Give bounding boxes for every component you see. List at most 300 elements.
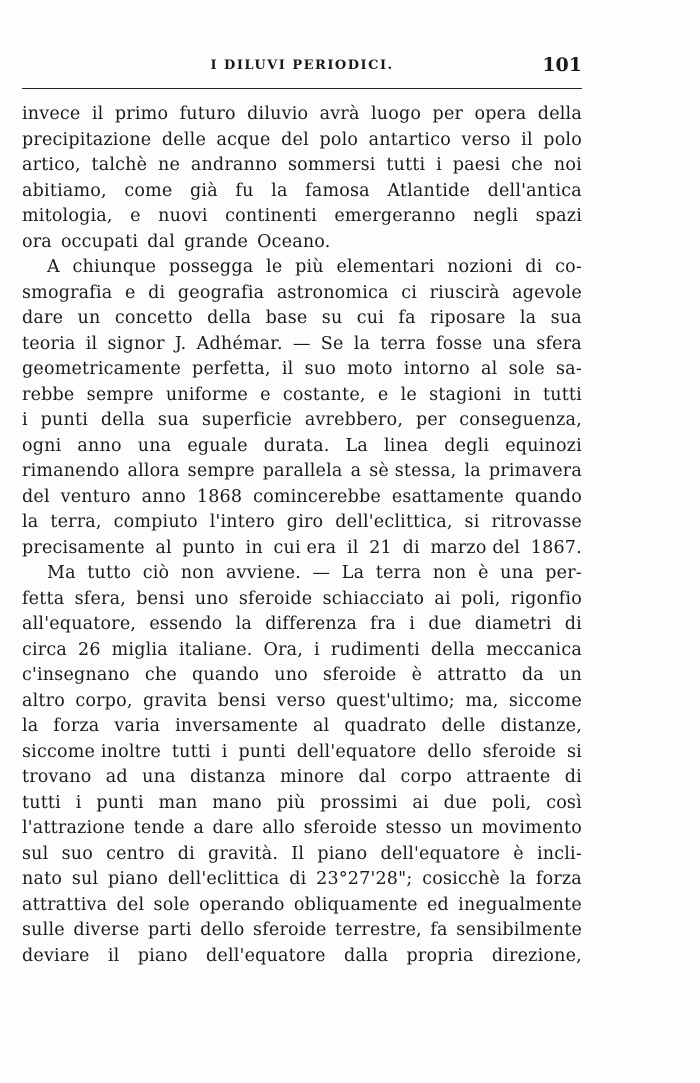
word: da	[521, 665, 544, 685]
word: fu	[235, 180, 254, 201]
word: piano	[108, 869, 159, 889]
word: Adhémar.	[196, 333, 283, 354]
word: durata.	[263, 435, 330, 456]
word: fa	[398, 308, 416, 328]
word: di	[525, 257, 543, 277]
word: sensibilmente	[456, 920, 582, 940]
word: ad	[105, 767, 128, 787]
word: punto	[182, 537, 235, 558]
word: riposare	[430, 308, 506, 328]
word: 21	[369, 537, 392, 558]
word: uniforme	[165, 384, 248, 405]
word: astronomica	[276, 282, 389, 303]
word: di	[289, 869, 307, 889]
text-line	[22, 383, 582, 409]
word: tutti	[22, 792, 61, 813]
word: bensi	[217, 690, 267, 711]
word: è	[513, 843, 524, 864]
word: allo	[262, 818, 296, 838]
word: avviene.	[226, 563, 301, 583]
word: fra	[370, 614, 397, 634]
word: trovano	[22, 767, 92, 787]
word: attraente	[466, 767, 551, 787]
word: i	[75, 792, 82, 813]
text-line	[22, 281, 582, 307]
word: diverse	[73, 920, 140, 940]
word: piano	[317, 843, 368, 864]
word: siccome	[508, 690, 582, 711]
word: smografia	[22, 282, 113, 303]
word: ai	[412, 792, 429, 813]
word: abitiamo,	[22, 180, 107, 201]
word: varia	[114, 716, 161, 736]
text-line	[22, 689, 582, 715]
word: primo	[114, 104, 169, 124]
text-line	[22, 408, 582, 434]
word: è	[411, 665, 423, 685]
word: al	[155, 537, 172, 558]
word: del	[22, 486, 50, 507]
word: talchè	[91, 155, 148, 175]
word: per-	[545, 563, 582, 583]
word: opera	[474, 104, 527, 124]
word: i	[22, 410, 28, 430]
word: precisamente	[22, 537, 145, 558]
word: ogni	[22, 435, 62, 456]
word: il	[346, 537, 359, 558]
word: sferoide	[482, 741, 557, 762]
word: equinozi	[505, 435, 582, 456]
text-line	[22, 179, 582, 205]
word: operando	[199, 894, 285, 915]
word: intorno	[403, 359, 470, 379]
word: sua	[550, 308, 582, 328]
word: cosicchè	[422, 869, 500, 889]
word: i	[436, 155, 442, 175]
word: la	[22, 716, 39, 736]
word: degli	[444, 435, 490, 456]
word: la	[519, 308, 537, 328]
word: così	[546, 792, 582, 813]
running-header	[22, 54, 582, 82]
word: acque	[216, 129, 271, 150]
word: quest'ultimo;	[336, 690, 455, 711]
word: i	[409, 614, 416, 634]
word: le	[266, 257, 283, 277]
word: dell'equatore	[206, 945, 326, 966]
word: famosa	[305, 180, 370, 201]
word: più	[295, 257, 324, 277]
word: precipitazione	[22, 129, 152, 150]
word: quadrato	[344, 716, 427, 736]
text-line	[22, 944, 582, 970]
word: terra	[380, 333, 426, 354]
running-title: I DILUVI PERIODICI.	[210, 58, 394, 73]
word: ed	[426, 894, 449, 915]
word: per	[415, 410, 447, 430]
word: verso	[276, 690, 326, 711]
word: sole	[508, 359, 545, 379]
word: parti	[148, 920, 192, 940]
word: tutti	[543, 384, 582, 405]
word: allora	[127, 461, 180, 481]
word: fosse	[436, 333, 483, 354]
word: piano	[137, 945, 188, 966]
word: sulle	[22, 920, 65, 940]
word: dell'antica	[487, 180, 582, 201]
word: è	[478, 563, 489, 583]
word: Se	[320, 333, 344, 354]
word: dal	[147, 231, 176, 252]
word: occupati	[60, 231, 139, 252]
word: al	[480, 359, 498, 379]
word: la	[353, 333, 371, 354]
word: costante,	[282, 384, 366, 405]
word: ora	[22, 231, 52, 252]
text-line	[22, 765, 582, 791]
word: minore	[280, 767, 345, 787]
word: non	[180, 563, 215, 583]
word: miglia	[111, 639, 168, 660]
word: Il	[291, 843, 305, 864]
page-number: 101	[542, 54, 582, 76]
word: ci	[401, 282, 417, 303]
word: più	[276, 792, 306, 813]
word: invece	[22, 104, 81, 124]
word: delle	[441, 716, 486, 736]
word: sua	[157, 410, 190, 430]
word: attrattiva	[22, 894, 108, 915]
word: J.	[174, 333, 187, 354]
word: antartico	[368, 129, 451, 150]
word: ai	[434, 588, 451, 609]
word: elementari	[336, 257, 435, 277]
word: ne	[158, 155, 181, 175]
word: di	[177, 843, 195, 864]
word: ritrovasse	[491, 512, 582, 532]
word: quando	[191, 665, 260, 685]
text-line	[22, 204, 582, 230]
word: l'attrazione	[22, 818, 126, 838]
word: di	[148, 282, 166, 303]
word: già	[190, 180, 218, 201]
word: rigonfio	[510, 588, 582, 609]
word: tutto	[87, 563, 132, 583]
word: sommersi	[287, 155, 376, 175]
word: il	[91, 104, 104, 124]
word: essendo	[149, 614, 223, 634]
word: dell'eclittica	[167, 869, 280, 889]
word: possegga	[168, 257, 254, 277]
word: di	[564, 767, 582, 787]
word: a	[350, 461, 362, 481]
word: prossimi	[320, 792, 398, 813]
word: punti	[96, 792, 144, 813]
text-line	[22, 663, 582, 689]
word: cui	[356, 308, 385, 328]
text-line	[22, 128, 582, 154]
word: inversamente	[175, 716, 299, 736]
word: terra,	[50, 512, 102, 532]
word: propria	[406, 945, 474, 966]
word: come	[124, 180, 173, 201]
word: italiane.	[178, 639, 253, 660]
word: mitologia,	[22, 206, 113, 226]
word: terrestre,	[335, 920, 422, 940]
word: tutti	[171, 741, 211, 762]
word: nuovi	[158, 206, 208, 226]
word: base	[265, 308, 308, 328]
word: 1868	[196, 486, 243, 507]
word: emergeranno	[334, 206, 456, 226]
word: sferoide	[253, 920, 327, 940]
word: centro	[106, 843, 165, 864]
word: che	[511, 155, 544, 175]
word: Ora,	[263, 639, 304, 660]
word: suo	[304, 359, 336, 379]
word: e	[130, 206, 141, 226]
word: a	[193, 818, 204, 838]
word: sfera,	[74, 588, 126, 609]
word: paesi	[452, 155, 501, 175]
word: al	[312, 716, 330, 736]
word: della	[100, 410, 146, 430]
word: all'equatore,	[22, 614, 137, 634]
text-line	[22, 918, 582, 944]
word: differenza	[265, 614, 357, 634]
word: spazi	[535, 206, 582, 226]
word: diametri	[474, 614, 552, 634]
text-line	[22, 306, 582, 332]
word: della	[537, 104, 582, 124]
word: sul	[71, 869, 99, 889]
text-line	[22, 485, 582, 511]
word: un	[450, 818, 474, 838]
word: sul	[22, 843, 49, 864]
word: sè stessa,	[369, 461, 457, 481]
word: agevole	[512, 282, 582, 303]
word: anno	[77, 435, 122, 456]
word: fetta	[22, 588, 65, 609]
word: gravità.	[208, 843, 279, 864]
word: due	[443, 792, 478, 813]
word: La	[341, 563, 365, 583]
word: del	[281, 129, 309, 150]
word: diluvio	[247, 104, 309, 124]
word: comincerebbe	[253, 486, 381, 507]
word: i	[314, 639, 320, 660]
word: conseguenza,	[459, 410, 582, 430]
word: rimanendo	[22, 461, 120, 481]
word: giro	[286, 512, 324, 532]
word: punti	[238, 741, 286, 762]
word: poli,	[491, 792, 532, 813]
word: in	[245, 537, 263, 558]
text-line	[22, 434, 582, 460]
word: c'insegnano	[22, 665, 130, 685]
word: verso	[461, 129, 511, 150]
word: superficie	[201, 410, 292, 430]
word: incli-	[536, 843, 582, 864]
word: geometricamente	[22, 359, 181, 379]
word: concetto	[114, 308, 193, 328]
word: la	[235, 614, 253, 634]
word: suo	[61, 843, 93, 864]
word: e	[260, 384, 271, 405]
word: uno	[274, 665, 308, 685]
word: del	[116, 894, 145, 915]
word: e	[124, 282, 136, 303]
text-line	[22, 893, 582, 919]
word: compiuto	[113, 512, 198, 532]
word: ma,	[465, 690, 499, 711]
word: il	[281, 359, 294, 379]
text-line	[22, 536, 582, 562]
word: Oceano.	[257, 231, 331, 252]
word: 26	[77, 639, 101, 660]
word: sempre	[86, 384, 154, 405]
word: dal	[358, 767, 387, 787]
word: stesso	[385, 818, 442, 838]
word: distanza	[190, 767, 266, 787]
word: i	[221, 741, 228, 762]
word: —	[292, 333, 311, 354]
word: quando	[514, 486, 582, 507]
word: anno	[141, 486, 186, 507]
word: obliquamente	[293, 894, 418, 915]
word: una	[492, 333, 527, 354]
word: si	[566, 741, 582, 762]
word: l'intero	[209, 512, 275, 532]
word: chiunque	[72, 257, 157, 277]
text-line	[22, 816, 582, 842]
word: continenti	[225, 206, 317, 226]
word: parallela	[262, 461, 343, 481]
word: della	[207, 308, 252, 328]
word: avrebbero,	[304, 410, 404, 430]
word: per	[432, 104, 464, 124]
word: terra	[375, 563, 422, 583]
text-line	[22, 510, 582, 536]
word: forza	[535, 869, 582, 889]
word: che	[144, 665, 177, 685]
word: artico,	[22, 155, 81, 175]
word: dare	[212, 818, 254, 838]
word: mano	[212, 792, 262, 813]
word: della	[430, 639, 476, 660]
word: polo	[543, 129, 582, 150]
word: forza	[53, 716, 100, 736]
text-line	[22, 255, 582, 281]
word: inegualmente	[458, 894, 582, 915]
word: 1867.	[530, 537, 582, 558]
word: una	[142, 767, 176, 787]
word: bensi	[136, 588, 185, 609]
word: sa-	[556, 359, 582, 379]
word: dell'eclittica,	[335, 512, 453, 532]
word: sole	[153, 894, 190, 915]
text-line	[22, 867, 582, 893]
word: sferoide	[303, 818, 378, 838]
word: di	[402, 537, 420, 558]
word: gravita	[143, 690, 208, 711]
word: moto	[347, 359, 393, 379]
word: una	[500, 563, 534, 583]
header-rule	[22, 88, 582, 89]
word: noi	[553, 155, 582, 175]
word: circa	[22, 639, 67, 660]
word: geografia	[177, 282, 265, 303]
word: La	[345, 435, 368, 456]
word: il	[85, 333, 98, 354]
text-line	[22, 459, 582, 485]
text-line	[22, 791, 582, 817]
word: eguale	[187, 435, 248, 456]
word: avrà	[319, 104, 360, 124]
word: andranno	[190, 155, 278, 175]
word: il	[521, 129, 533, 150]
word: punti	[40, 410, 89, 430]
text-line	[22, 714, 582, 740]
word: attratto	[437, 665, 507, 685]
word: poli,	[461, 588, 501, 609]
text-line	[22, 230, 582, 256]
text-line	[22, 357, 582, 383]
word: cui era	[273, 537, 337, 558]
word: esattamente	[391, 486, 504, 507]
word: deviare	[22, 945, 90, 966]
word: il	[107, 945, 120, 966]
word: fa	[430, 920, 448, 940]
word: A	[47, 257, 60, 277]
word: co-	[555, 257, 582, 277]
word: un	[559, 665, 582, 685]
word: grande	[184, 231, 249, 252]
word: nozioni	[447, 257, 513, 277]
word: una	[137, 435, 172, 456]
word: di	[564, 614, 582, 634]
text-line	[22, 740, 582, 766]
word: direzione,	[491, 945, 582, 966]
word: sferoide	[323, 665, 397, 685]
word: in	[513, 384, 531, 405]
word: 23°27'28";	[316, 869, 413, 889]
word: siccome inoltre	[22, 741, 161, 762]
word: la	[271, 180, 288, 201]
word: la	[22, 512, 39, 532]
word: teoria	[22, 333, 76, 354]
word: corpo	[400, 767, 452, 787]
word: corpo,	[75, 690, 133, 711]
word: altro	[22, 690, 65, 711]
word: primavera	[488, 461, 582, 481]
word: perfetta,	[192, 359, 271, 379]
word: rudimenti	[330, 639, 420, 660]
word: dello	[200, 920, 245, 940]
text-line	[22, 561, 582, 587]
word: la	[464, 461, 481, 481]
text-line	[22, 102, 582, 128]
word: nato	[22, 869, 63, 889]
word: su	[321, 308, 343, 328]
word: —	[312, 563, 331, 583]
word: dalla	[343, 945, 389, 966]
word: marzo del	[430, 537, 521, 558]
word: delle	[161, 129, 207, 150]
text-line	[22, 153, 582, 179]
word: uno	[194, 588, 229, 609]
word: negli	[473, 206, 519, 226]
